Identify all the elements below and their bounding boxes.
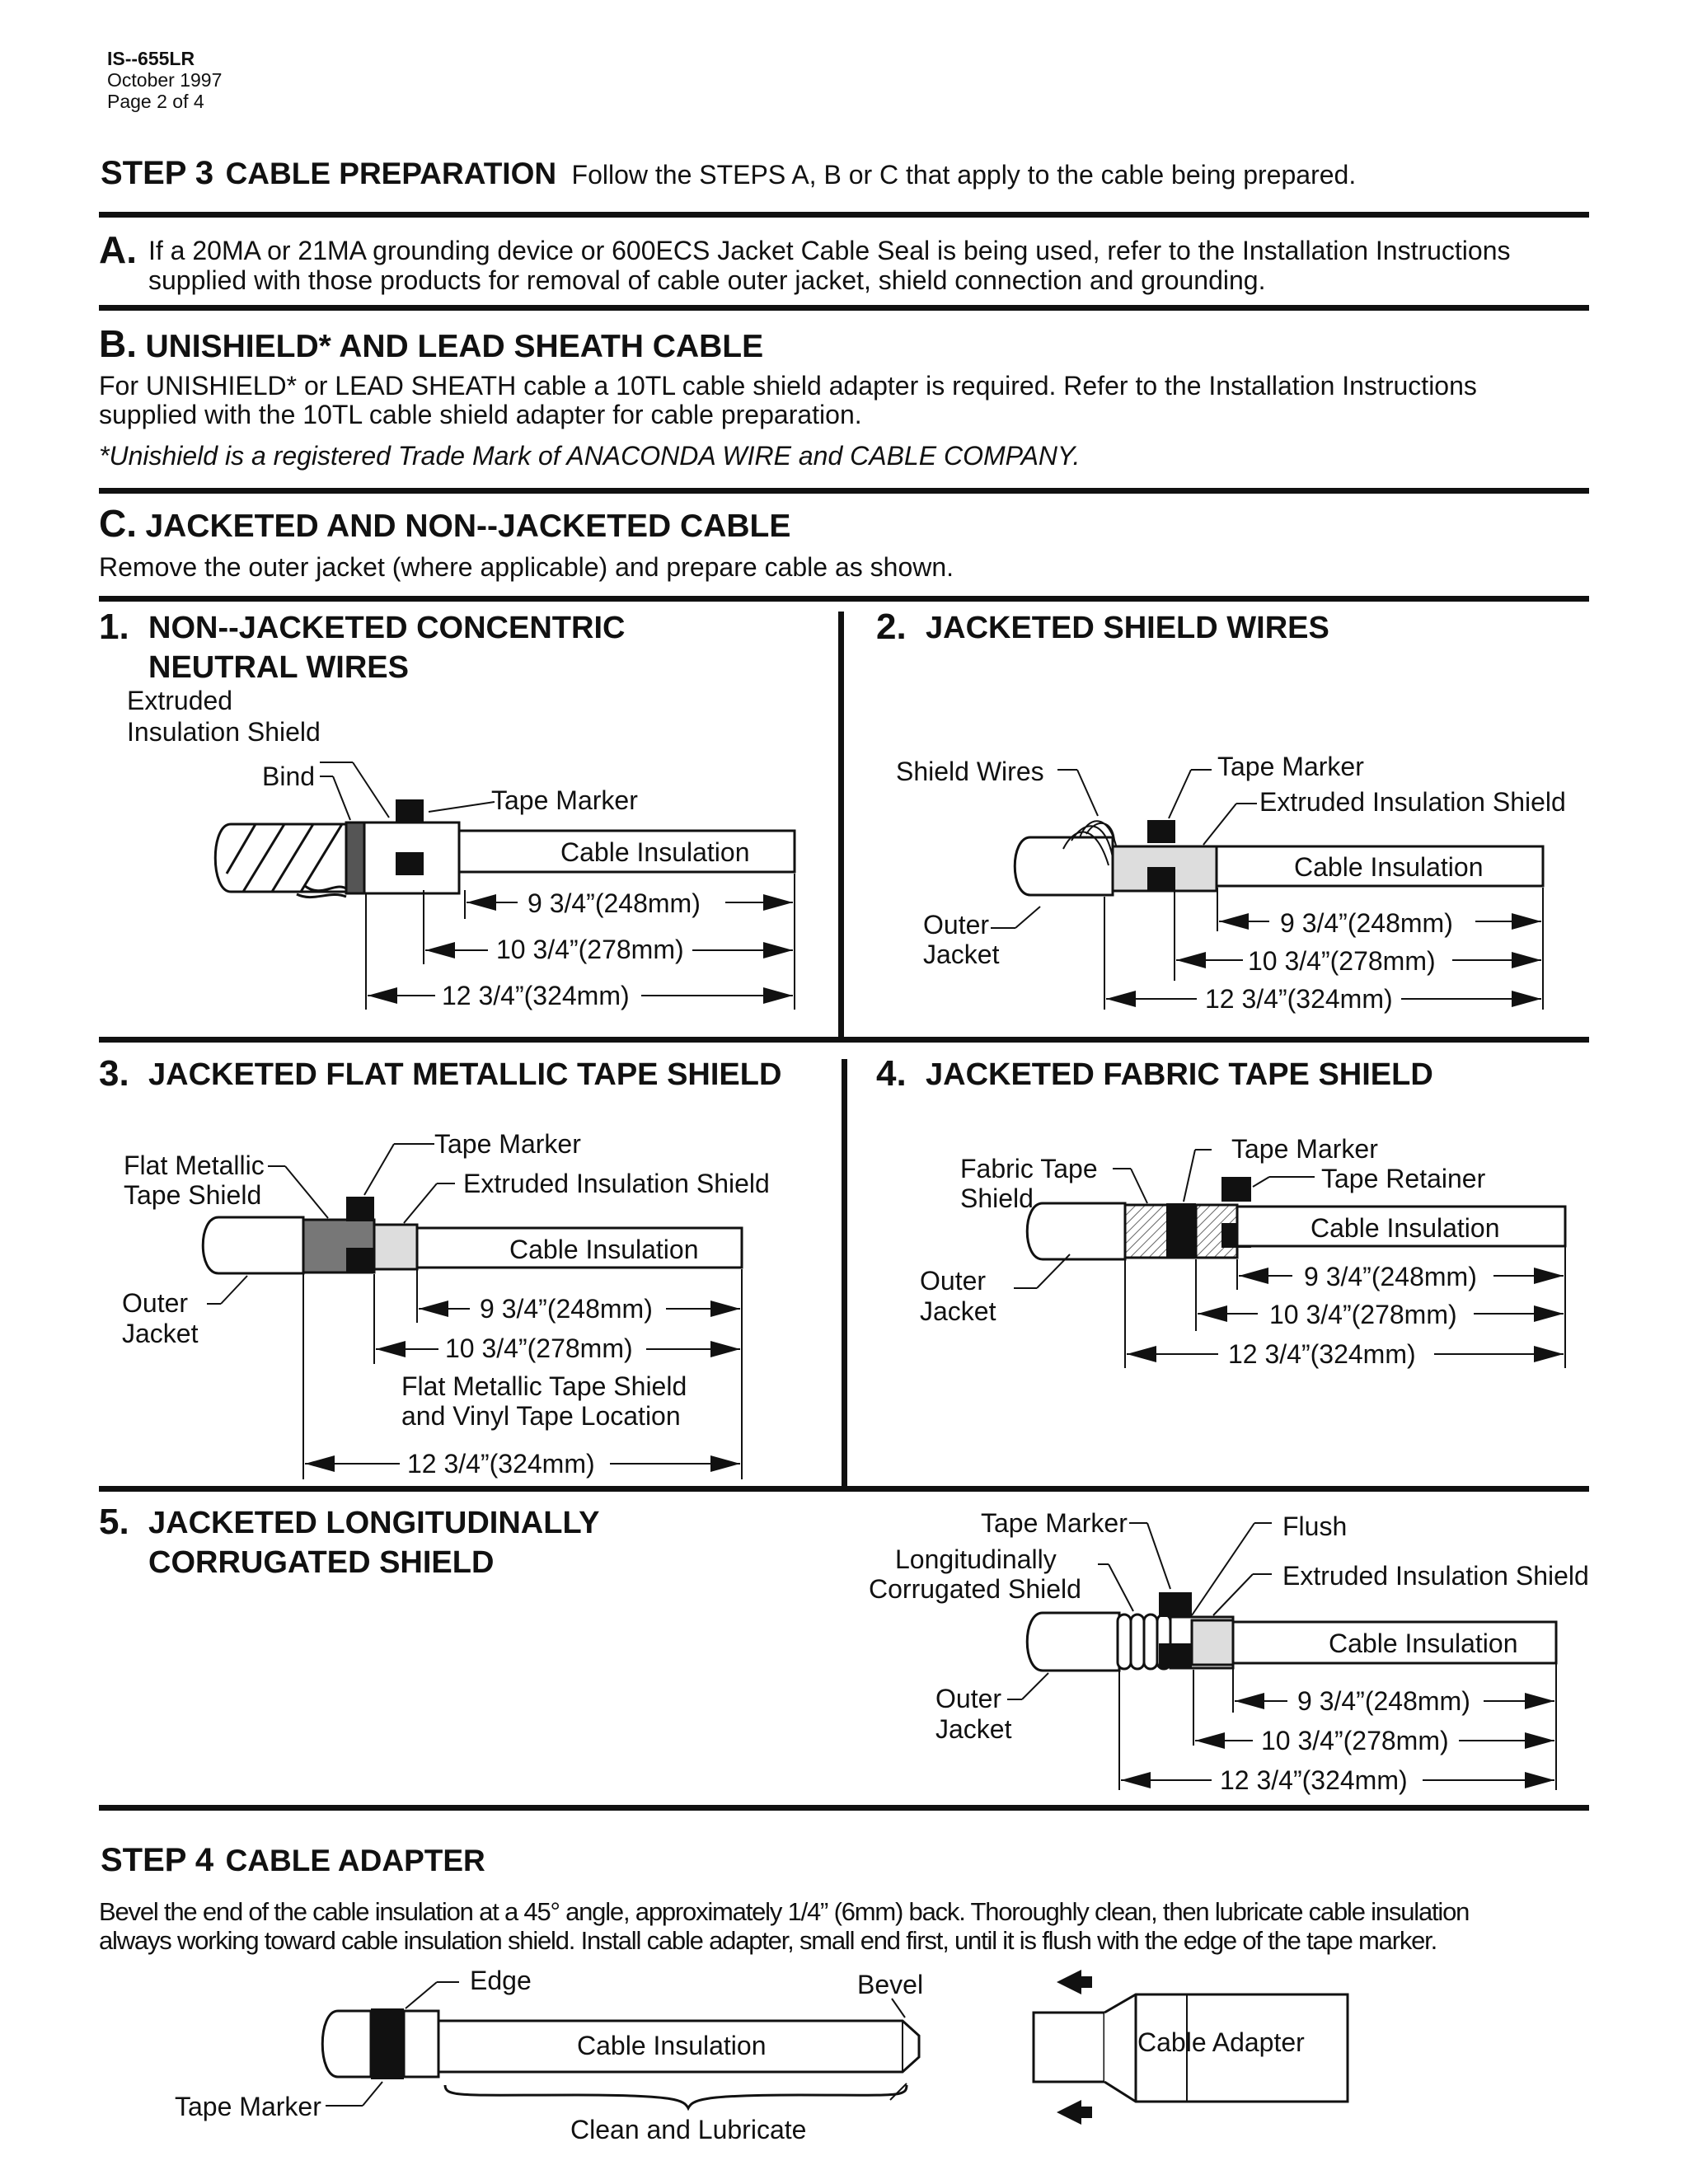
label-cable-insulation: Cable Insulation [509, 1235, 699, 1264]
dim-9-3-4: 9 3/4”(248mm) [1280, 908, 1453, 938]
label-extruded: Extruded [127, 686, 233, 715]
arrow-left-icon [1057, 1970, 1092, 1994]
dim-12-3-4: 12 3/4”(324mm) [407, 1449, 595, 1479]
label-clean-lubricate: Clean and Lubricate [570, 2115, 807, 2144]
dim-12-3-4: 12 3/4”(324mm) [1220, 1765, 1408, 1795]
label-outer: Outer [920, 1266, 987, 1296]
doc-date: October 1997 [107, 69, 223, 91]
step4-line1: Bevel the end of the cable insulation at a 45° angle, approximately 1/4” (6mm) back. Thoroughly clean, then lubricate cable insulation [99, 1897, 1470, 1926]
panel2-title: JACKETED SHIELD WIRES [926, 611, 1329, 645]
label-outer: Outer [923, 910, 990, 940]
label-outer: Outer [122, 1288, 189, 1318]
label-jacket: Jacket [935, 1714, 1012, 1744]
label-tape-marker: Tape Marker [491, 785, 638, 815]
section-b-title: UNISHIELD* AND LEAD SHEATH CABLE [145, 329, 764, 364]
panel5-title-line2: CORRUGATED SHIELD [148, 1545, 495, 1580]
dim-10-3-4: 10 3/4”(278mm) [1248, 946, 1436, 976]
section-c-title: JACKETED AND NON--JACKETED CABLE [145, 509, 791, 544]
label-cable-insulation: Cable Insulation [1311, 1213, 1500, 1243]
section-c-letter: C. [99, 502, 137, 545]
doc-id: IS--655LR [107, 48, 195, 69]
label-bevel: Bevel [857, 1970, 924, 1999]
label-cable-insulation: Cable Insulation [560, 837, 750, 867]
label-corrugated-shield: Corrugated Shield [869, 1574, 1081, 1604]
step4-label: STEP 4 [101, 1842, 214, 1878]
label-tape-marker: Tape Marker [1217, 752, 1364, 781]
label-edge: Edge [470, 1966, 532, 1995]
arrow-left-icon [1057, 2100, 1092, 2125]
label-bind: Bind [262, 762, 316, 791]
label-tape-shield: Tape Shield [124, 1180, 262, 1210]
panel1-number: 1. [99, 607, 129, 647]
label-longitudinally: Longitudinally [895, 1544, 1057, 1574]
label-fabric-tape: Fabric Tape [960, 1154, 1098, 1183]
label-cable-insulation: Cable Insulation [1294, 852, 1484, 882]
section-a-line2: supplied with those products for removal of cable outer jacket, shield connection and grounding. [148, 265, 1266, 295]
label-tape-location-2: and Vinyl Tape Location [401, 1401, 681, 1431]
section-c-body: Remove the outer jacket (where applicable) and prepare cable as shown. [99, 552, 954, 582]
step4-line2: always working toward cable insulation shield. Install cable adapter, small end first, until it is flush with the edge of the tape marker. [99, 1926, 1437, 1955]
label-cable-insulation: Cable Insulation [1329, 1629, 1518, 1658]
step3-note: Follow the STEPS A, B or C that apply to the cable being prepared. [571, 160, 1357, 190]
label-tape-marker: Tape Marker [1231, 1134, 1378, 1164]
panel4-number: 4. [876, 1053, 907, 1094]
dim-10-3-4: 10 3/4”(278mm) [1269, 1300, 1457, 1329]
section-b-line1: For UNISHIELD* or LEAD SHEATH cable a 10TL cable shield adapter is required. Refer to the Installation Instructions [99, 371, 1477, 401]
dim-9-3-4: 9 3/4”(248mm) [1304, 1262, 1477, 1291]
label-insulation-shield: Insulation Shield [127, 717, 321, 747]
dim-12-3-4: 12 3/4”(324mm) [1205, 984, 1393, 1014]
label-shield-wires: Shield Wires [896, 757, 1044, 786]
trademark-footnote: *Unishield is a registered Trade Mark of ANACONDA WIRE and CABLE COMPANY. [99, 441, 1081, 471]
step4-heading [101, 1842, 485, 1879]
label-tape-marker: Tape Marker [981, 1508, 1128, 1538]
dim-9-3-4: 9 3/4”(248mm) [480, 1294, 653, 1324]
dim-10-3-4: 10 3/4”(278mm) [445, 1333, 633, 1363]
label-flat-metallic: Flat Metallic [124, 1151, 265, 1180]
section-b-line2: supplied with the 10TL cable shield adapter for cable preparation. [99, 400, 862, 429]
panel2-number: 2. [876, 607, 907, 647]
section-b-letter: B. [99, 322, 137, 365]
panel1-title-line1: NON--JACKETED CONCENTRIC [148, 611, 626, 645]
dim-10-3-4: 10 3/4”(278mm) [1261, 1726, 1449, 1755]
step3-label: STEP 3 [101, 155, 214, 191]
label-tape-marker: Tape Marker [175, 2092, 321, 2121]
label-tape-retainer: Tape Retainer [1321, 1164, 1486, 1193]
label-jacket: Jacket [122, 1319, 199, 1348]
panel5-number: 5. [99, 1502, 129, 1542]
dim-12-3-4: 12 3/4”(324mm) [442, 981, 630, 1010]
section-a-line1: If a 20MA or 21MA grounding device or 600ECS Jacket Cable Seal is being used, refer to the Installation Instructions [148, 236, 1511, 265]
label-extruded-insulation-shield: Extruded Insulation Shield [463, 1169, 770, 1198]
label-flush: Flush [1282, 1511, 1348, 1541]
dim-12-3-4: 12 3/4”(324mm) [1228, 1339, 1416, 1369]
panel4-title: JACKETED FABRIC TAPE SHIELD [926, 1057, 1433, 1092]
dim-9-3-4: 9 3/4”(248mm) [1297, 1686, 1470, 1716]
section-a-letter: A. [99, 228, 137, 271]
label-tape-marker: Tape Marker [434, 1129, 581, 1159]
label-extruded-insulation-shield: Extruded Insulation Shield [1259, 787, 1566, 817]
panel5-title-line1: JACKETED LONGITUDINALLY [148, 1506, 600, 1540]
panel3-number: 3. [99, 1053, 129, 1094]
step3-title: CABLE PREPARATION [225, 157, 557, 190]
label-cable-adapter: Cable Adapter [1137, 2027, 1305, 2057]
label-outer: Outer [935, 1684, 1002, 1713]
step4-title: CABLE ADAPTER [225, 1844, 485, 1877]
label-jacket: Jacket [920, 1296, 996, 1326]
panel1-title-line2: NEUTRAL WIRES [148, 650, 409, 685]
label-tape-location-1: Flat Metallic Tape Shield [401, 1371, 687, 1401]
label-jacket: Jacket [923, 940, 1000, 969]
dim-10-3-4: 10 3/4”(278mm) [496, 935, 684, 964]
label-shield: Shield [960, 1183, 1034, 1213]
doc-page: Page 2 of 4 [107, 91, 204, 112]
panel3-title: JACKETED FLAT METALLIC TAPE SHIELD [148, 1057, 782, 1092]
dim-9-3-4: 9 3/4”(248mm) [528, 888, 701, 918]
label-extruded-insulation-shield: Extruded Insulation Shield [1282, 1561, 1589, 1591]
label-cable-insulation: Cable Insulation [577, 2031, 767, 2060]
